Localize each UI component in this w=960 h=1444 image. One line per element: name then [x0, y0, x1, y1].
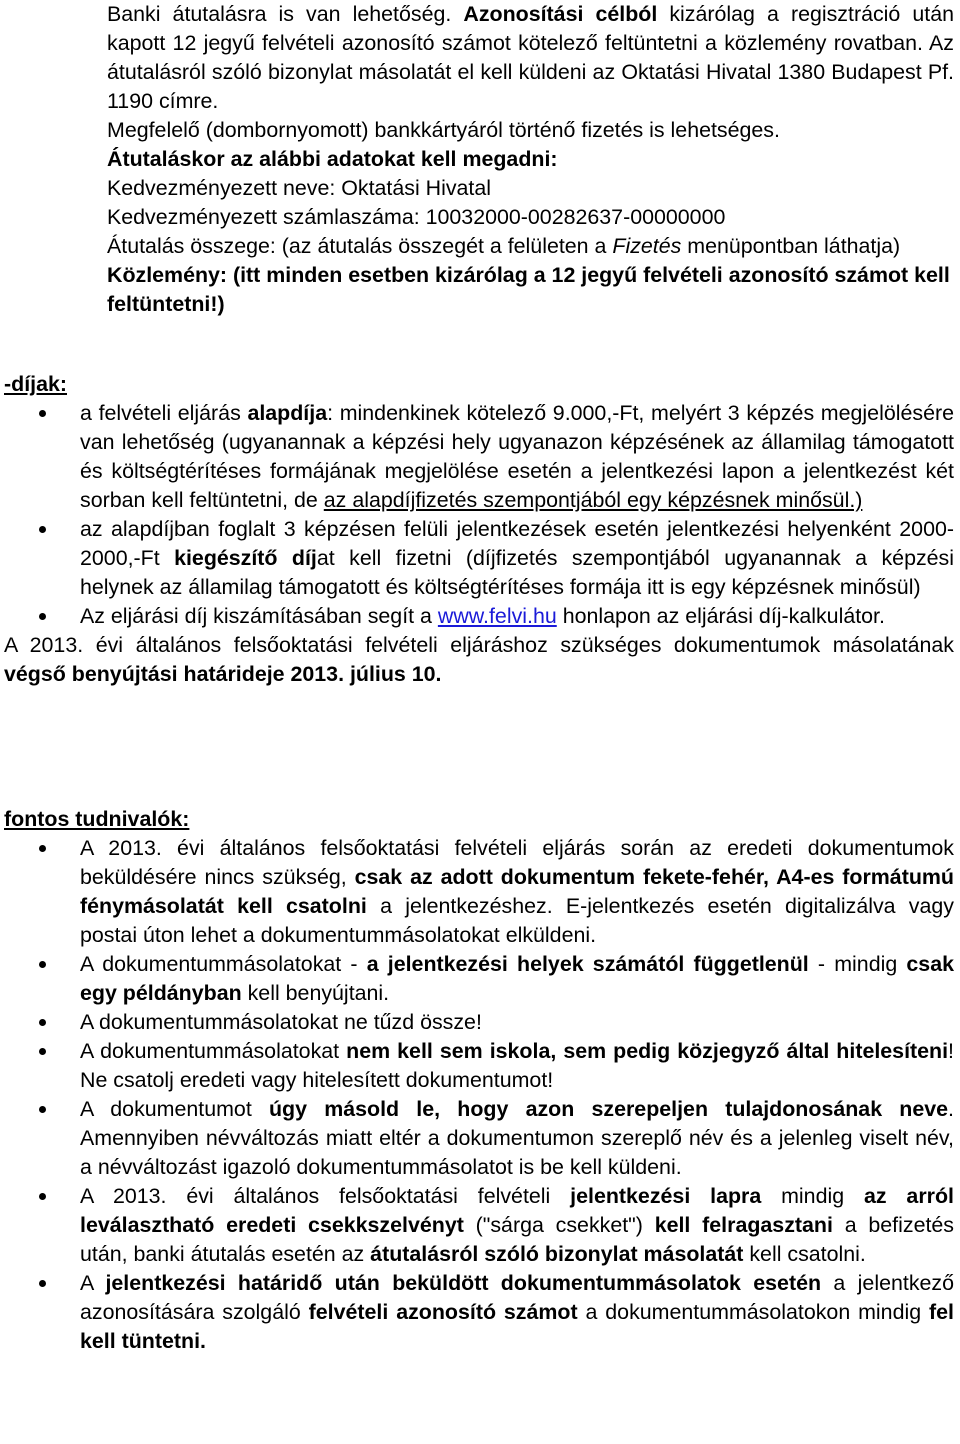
text: kizárólag a regisztráció után kapott 12 jegyű felvételi azonosító számot kötelező feltüntetni a közlemény rovatban. Az átutalásról szóló bizonylat másolatát el kell küldeni az Oktatási Hivatal 1380 Budapest Pf. 1190 címre.	[107, 2, 954, 113]
fees-heading: -díjak:	[4, 372, 67, 396]
text: - mindig	[808, 952, 907, 976]
text: A dokumentummásolatokat -	[80, 952, 367, 976]
text: végső benyújtási határideje 2013. július 10.	[4, 662, 442, 686]
text: fel kell tüntetni.	[80, 1300, 954, 1353]
text: A 2013. évi általános felsőoktatási felvételi	[80, 1184, 571, 1208]
bullet-icon	[39, 613, 46, 620]
transfer-comment	[0, 261, 960, 319]
bullet-icon	[39, 845, 46, 852]
text: jelentkezési határidő után beküldött dokumentummásolatok esetén	[105, 1271, 822, 1295]
text: menüpontban láthatja)	[681, 234, 901, 258]
transfer-amount	[0, 232, 960, 261]
card-payment-paragraph	[0, 116, 960, 145]
text: . Amennyiben névváltozás miatt eltér a dokumentumon szereplő név és a jelenleg viselt név, a névváltozást igazoló dokumentummásolatot is be kell küldeni.	[80, 1097, 954, 1179]
list-item	[0, 1095, 960, 1182]
intro-section	[0, 0, 960, 319]
beneficiary-account	[0, 203, 960, 232]
list-item	[0, 1037, 960, 1095]
text: Kedvezményezett számlaszáma: 10032000-00282637-00000000	[107, 205, 726, 229]
beneficiary-name	[0, 174, 960, 203]
text: kiegészítő díj	[174, 546, 317, 570]
text: az arról leválasztható eredeti csekkszelvényt	[80, 1184, 954, 1237]
text: honlapon az eljárási díj-kalkulátor.	[556, 604, 885, 628]
text: felvételi azonosító számot	[308, 1300, 578, 1324]
text: a befizetés után, banki átutalás esetén az	[80, 1213, 955, 1266]
transfer-paragraph	[0, 0, 960, 116]
bullet-icon	[39, 1019, 46, 1026]
text: ! Ne csatolj eredeti vagy hitelesített dokumentumot!	[80, 1039, 954, 1092]
bullet-icon	[39, 410, 46, 417]
text: A 2013. évi általános felsőoktatási felvételi eljáráshoz szükséges dokumentumok másolatának	[4, 633, 954, 657]
bullet-icon	[39, 961, 46, 968]
text: Megfelelő (dombornyomott) bankkártyáról történő fizetés is lehetséges.	[107, 118, 780, 142]
text: a jelentkezéshez. E-jelentkezés esetén digitalizálva vagy postai úton lehet a dokumentummásolatokat elküldeni.	[80, 894, 954, 947]
text: átutalásról szóló bizonylat másolatát	[370, 1242, 744, 1266]
list-item	[0, 834, 960, 950]
text: Átutaláskor az alábbi adatokat kell megadni:	[107, 147, 558, 171]
text: Átutalás összege: (az átutalás összegét a felületen a	[107, 234, 613, 258]
notes-list	[0, 834, 960, 1356]
bullet-icon	[39, 1106, 46, 1113]
text: Az eljárási díj kiszámításában segít a	[80, 604, 438, 628]
list-item	[0, 950, 960, 1008]
text: a dokumentummásolatokon mindig	[577, 1300, 930, 1324]
text: Közlemény: (itt minden esetben kizárólag a 12 jegyű felvételi azonosító számot kell feltüntetni!)	[107, 263, 950, 316]
text: A dokumentumot	[80, 1097, 269, 1121]
text: : mindenkinek kötelező 9.000,-Ft, melyért 3 képzés megjelölésére van lehetőség (ugyanannak a képzési hely ugyanazon képzésének az államilag támogatott és költségtérítéses formájának megjelölése esetén a jelentkezési lapon a jelentkezést két sorban kell feltüntetni, de	[80, 401, 954, 512]
text: az alapdíjfizetés szempontjából egy képzésnek minősül.)	[323, 488, 863, 512]
text: úgy másold le, hogy azon szerepeljen tulajdonosának neve	[268, 1097, 949, 1121]
text: ("sárga csekket")	[463, 1213, 655, 1237]
text: csak az adott dokumentum fekete-fehér, A4-es formátumú fénymásolatát kell csatolni	[80, 865, 954, 918]
text: Kedvezményezett neve: Oktatási Hivatal	[107, 176, 492, 200]
text: kell csatolni.	[743, 1242, 866, 1266]
text: a jelentkező azonosítására szolgáló	[80, 1271, 954, 1324]
text: A 2013. évi általános felsőoktatási felvételi eljárás során az eredeti dokumentumok beküldésére nincs szükség,	[80, 836, 954, 889]
bullet-icon	[39, 526, 46, 533]
text: Azonosítási célból	[463, 2, 658, 26]
text: kell benyújtani.	[241, 981, 390, 1005]
text: kell felragasztani	[654, 1213, 833, 1237]
text: alapdíja	[247, 401, 328, 425]
text: mindig	[761, 1184, 864, 1208]
text: az alapdíjban foglalt 3 képzésen felüli jelentkezések esetén jelentkezési helyenként 2000-2000,-Ft	[80, 517, 954, 570]
fees-list	[0, 399, 960, 689]
text: A dokumentummásolatokat ne tűzd össze!	[80, 1010, 482, 1034]
text: at kell fizetni (díjfizetés szempontjából ugyanannak a képzési helynek az államilag támogatott és költségtérítéses formája itt is egy képzésnek minősül)	[80, 546, 955, 599]
text: jelentkezési lapra	[570, 1184, 762, 1208]
text: a felvételi eljárás	[80, 401, 248, 425]
notes-heading: fontos tudnivalók:	[4, 807, 190, 831]
list-item	[0, 1269, 960, 1356]
list-item	[0, 399, 960, 515]
list-item	[0, 602, 960, 631]
deadline-paragraph	[0, 631, 960, 689]
bullet-icon	[39, 1048, 46, 1055]
text: A	[80, 1271, 106, 1295]
felvi-link[interactable]: www.felvi.hu	[437, 604, 557, 628]
text: nem kell sem iskola, sem pedig közjegyző által hitelesíteni	[346, 1039, 949, 1063]
text: a jelentkezési helyek számától függetlenül	[366, 952, 809, 976]
text: csak egy példányban	[80, 952, 954, 1005]
transfer-data-heading	[0, 145, 960, 174]
bullet-icon	[39, 1280, 46, 1287]
list-item	[0, 1008, 960, 1037]
list-item	[0, 1182, 960, 1269]
bullet-icon	[39, 1193, 46, 1200]
text: Banki átutalásra is van lehetőség.	[107, 2, 464, 26]
text: Fizetés	[612, 234, 682, 258]
list-item	[0, 515, 960, 602]
text: A dokumentummásolatokat	[80, 1039, 347, 1063]
